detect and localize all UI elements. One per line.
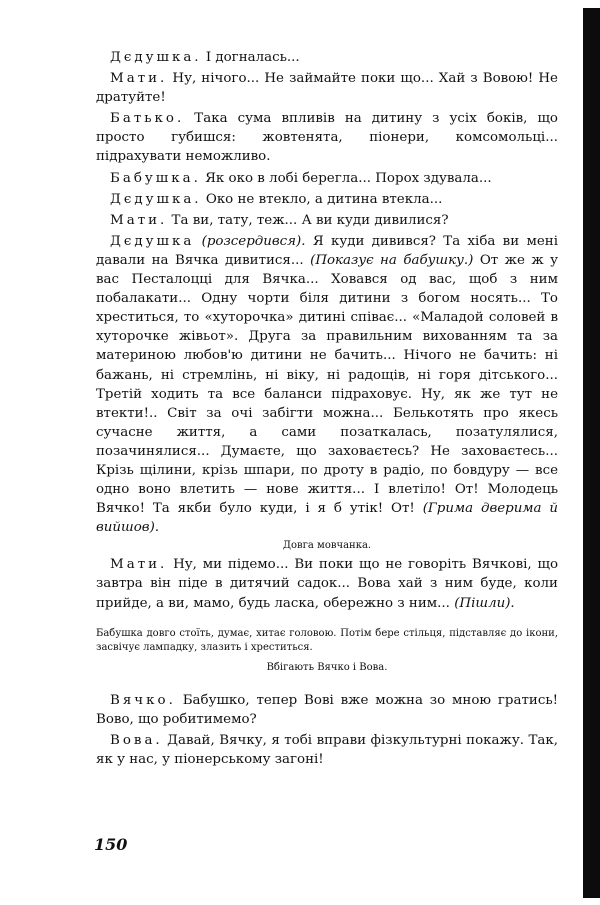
dialogue-line: Вячко. Бабушко, тепер Вові вже можна зо мною гратись! Вово, що робитимемо? bbox=[96, 692, 558, 727]
speaker: Бабушка. bbox=[110, 170, 201, 186]
play-text bbox=[96, 48, 558, 771]
dialogue-line: Вова. Давай, Вячку, я тобі вправи фізкультурні покажу. Так, як у нас, у піонерському загоні! bbox=[96, 732, 558, 767]
dialogue-line: Батько. Така сума впливів на дитину з усіх боків, що просто губишся: жовтенята, піонери, комсомольці... підрахувати неможливо. bbox=[96, 111, 558, 165]
stage-direction: Довга мовчанка. bbox=[282, 540, 372, 552]
speaker: Дєдушка bbox=[110, 233, 195, 249]
page-number: 150 bbox=[94, 835, 128, 854]
dialogue-line: Мати. Ну, нічого... Не займайте поки що... Хай з Вовою! Не дратуйте! bbox=[96, 71, 558, 106]
speaker: Вячко. bbox=[110, 692, 176, 708]
stage-direction: Бабушка довго стоїть, думає, хитає головою. Потім бере стільця, підставляє до ікони, засвічує лампадку, злазить і хреститься. bbox=[96, 627, 558, 653]
page-edge-shadow bbox=[583, 8, 600, 898]
speaker: Дєдушка. bbox=[110, 50, 202, 65]
dialogue-line: Дєдушка. І догналась... bbox=[110, 50, 300, 65]
dialogue-line: Мати. Ну, ми підемо... Ви поки що не говоріть Вячкові, що завтра він піде в дитячий садок... Вова хай з ним буде, коли прийде, а ви, мамо, будь ласка, обережно з ним... (Пішли). bbox=[96, 557, 558, 611]
dialogue-line: Дєдушка. Око не втекло, а дитина втекла... bbox=[110, 191, 443, 207]
dialogue-line: Бабушка. Як око в лобі берегла... Порох здувала... bbox=[110, 170, 492, 186]
speaker: Дєдушка. bbox=[110, 191, 202, 207]
stage-direction-inline: (Грима дверима й вийшов). bbox=[96, 501, 558, 536]
stage-direction: Вбігають Вячко і Вова. bbox=[266, 661, 388, 673]
speaker: Мати. bbox=[110, 71, 168, 87]
dialogue-line: Мати. Та ви, тату, теж... А ви куди дивилися? bbox=[110, 212, 449, 228]
speaker: Мати. bbox=[110, 212, 168, 228]
speaker: Вова. bbox=[110, 732, 163, 748]
stage-direction-inline: (розсердився). bbox=[194, 233, 306, 249]
speaker: Мати. bbox=[110, 557, 168, 573]
speaker: Батько. bbox=[110, 111, 185, 127]
stage-direction-inline: (Показує на бабушку.) bbox=[303, 252, 474, 268]
stage-direction-inline: (Пішли). bbox=[449, 595, 515, 611]
dialogue-line: Дєдушка (розсердився). Я куди дивився? Та хіба ви мені давали на Вячка дивитися... (Показує на бабушку.) От же ж у вас Песталоцці для Вячка... Ховався од вас, щоб з ним побалакати... Одну чорти біля дитини з богом носять... То хреститься, то «хуторочка» дитині співає... «Маладой соловей в хуторочке жівьот». Друга за правильним вихованням та за материною любов'ю дитини не бачить... Нічого не бачить: ні бажань, ні стремлінь, ні віку, ні радощів, ні горя дітського... Третій ходить та все баланси підраховує. Ну, як же тут не втекти!.. Світ за очі забігти можна... Белькотять про якесь сучасне життя, а сами позаткалась, позатулялися, позачинялися... Думаєте, що заховаєтесь? Не заховаєтесь... Крізь щілини, крізь шпари, по дроту в радіо, по бовдуру — все одно воно влетить — нове життя... І влетіло! От! Молодець Вячко! Та якби було куди, і я б утік! От! (Грима дверима й вийшов). bbox=[96, 233, 558, 536]
